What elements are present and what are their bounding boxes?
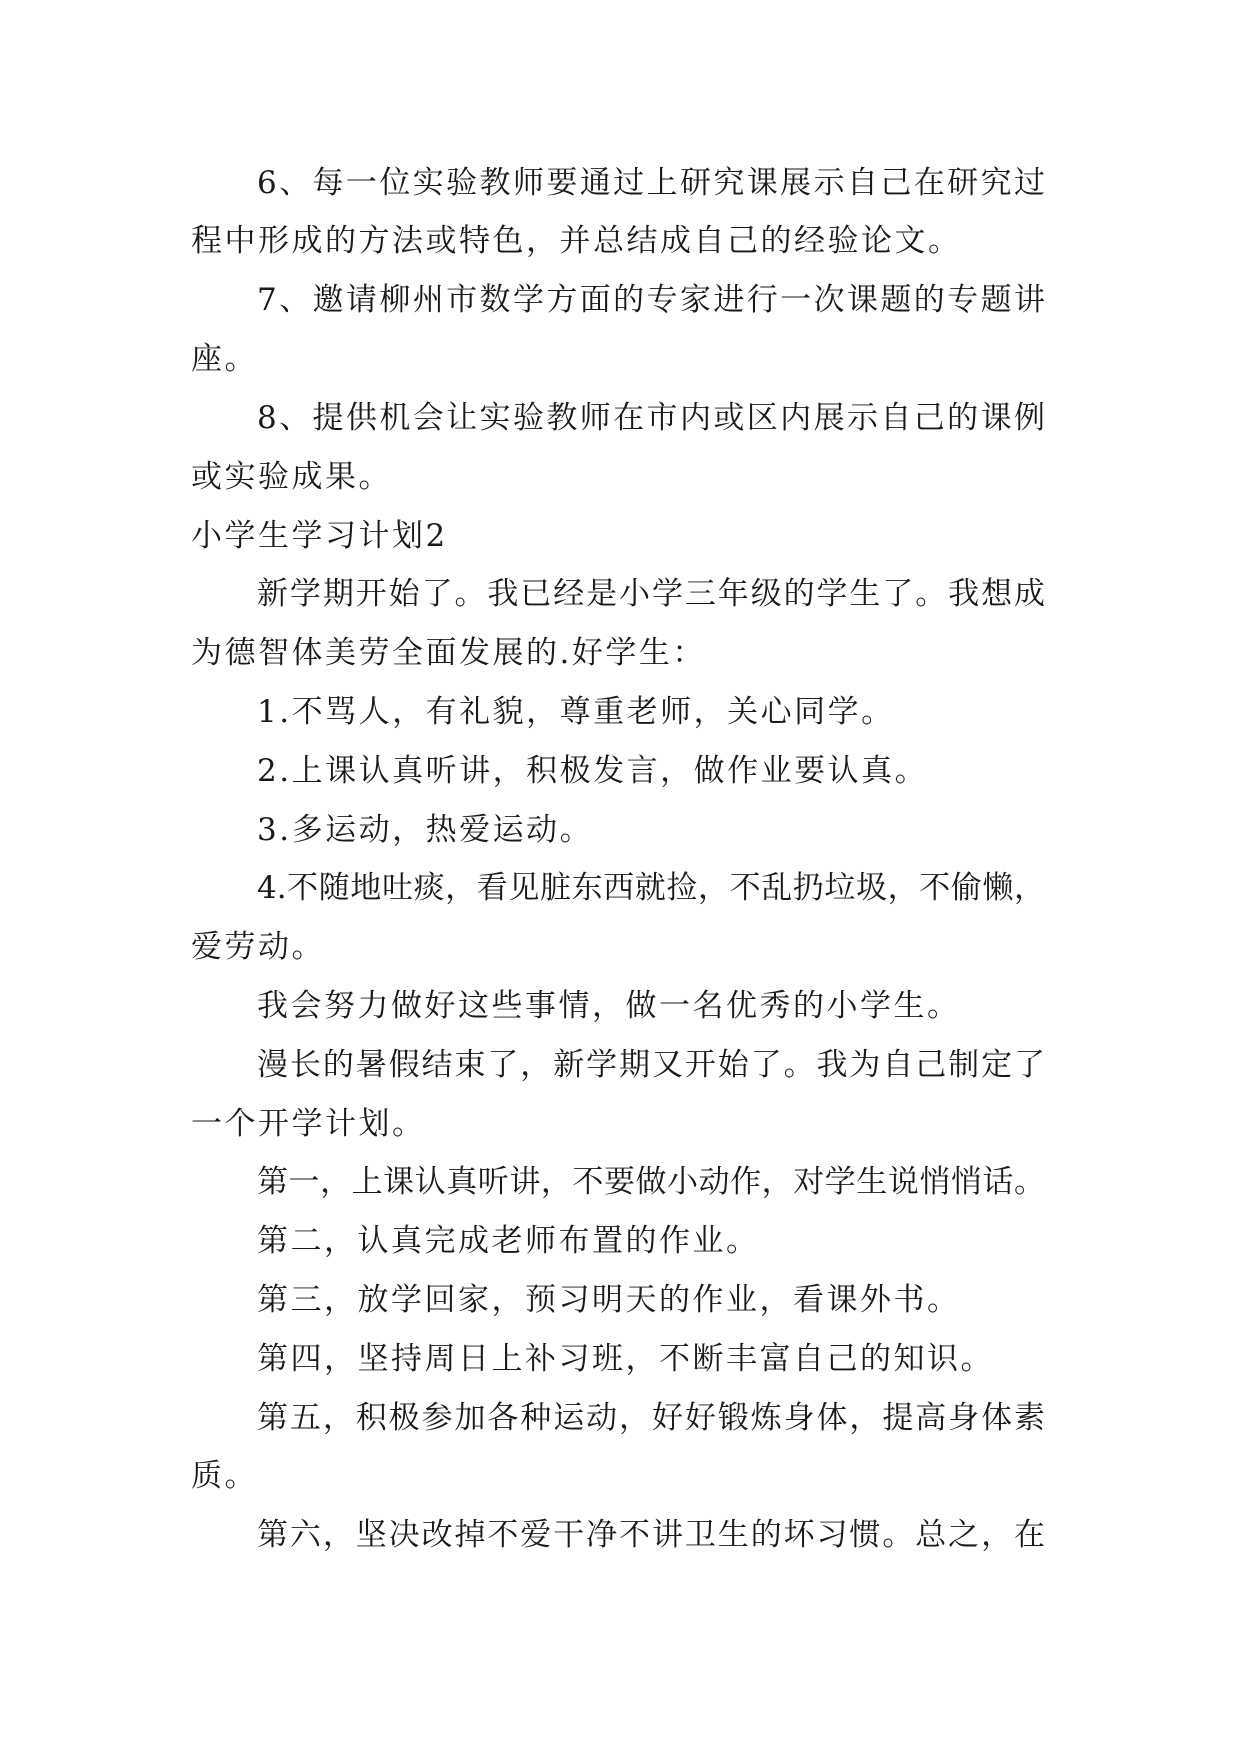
text-line-9: 为德智体美劳全面发展的.好学生：	[191, 635, 706, 671]
text-line-3: 7、邀请柳州市数学方面的专家进行一次课题的专题讲	[257, 282, 1045, 318]
text-line-17: 一个开学计划。	[191, 1106, 426, 1142]
text-line-6: 或实验成果。	[191, 459, 392, 495]
text-line-22: 第五，积极参加各种运动，好好锻炼身体，提高身体素	[257, 1400, 1045, 1436]
text-line-20: 第三，放学回家，预习明天的作业，看课外书。	[257, 1282, 961, 1318]
section-heading: 小学生学习计划2	[191, 518, 448, 554]
text-line-11: 2.上课认真听讲，积极发言，做作业要认真。	[257, 753, 929, 789]
text-line-19: 第二，认真完成老师布置的作业。	[257, 1223, 760, 1259]
text-line-10: 1.不骂人，有礼貌，尊重老师，关心同学。	[257, 694, 895, 730]
text-line-4: 座。	[191, 341, 258, 377]
text-line-18: 第一，上课认真听讲，不要做小动作，对学生说悄悄话。	[257, 1164, 1045, 1200]
text-line-21: 第四，坚持周日上补习班，不断丰富自己的知识。	[257, 1341, 994, 1377]
text-line-24: 第六，坚决改掉不爱干净不讲卫生的坏习惯。总之，在	[257, 1517, 1045, 1553]
text-line-5: 8、提供机会让实验教师在市内或区内展示自己的课例	[257, 400, 1045, 436]
text-line-12: 3.多运动，热爱运动。	[257, 812, 594, 848]
text-line-15: 我会努力做好这些事情，做一名优秀的小学生。	[257, 988, 961, 1024]
text-line-23: 质。	[191, 1458, 258, 1494]
text-line-16: 漫长的暑假结束了，新学期又开始了。我为自己制定了	[257, 1047, 1045, 1083]
text-line-2: 程中形成的方法或特色，并总结成自己的经验论文。	[191, 223, 962, 259]
text-line-13: 4.不随地吐痰，看见脏东西就捡，不乱扔垃圾，不偷懒，	[257, 870, 1045, 906]
text-line-1: 6、每一位实验教师要通过上研究课展示自己在研究过	[257, 165, 1045, 201]
text-line-8: 新学期开始了。我已经是小学三年级的学生了。我想成	[257, 576, 1045, 612]
text-line-14: 爱劳动。	[191, 929, 325, 965]
